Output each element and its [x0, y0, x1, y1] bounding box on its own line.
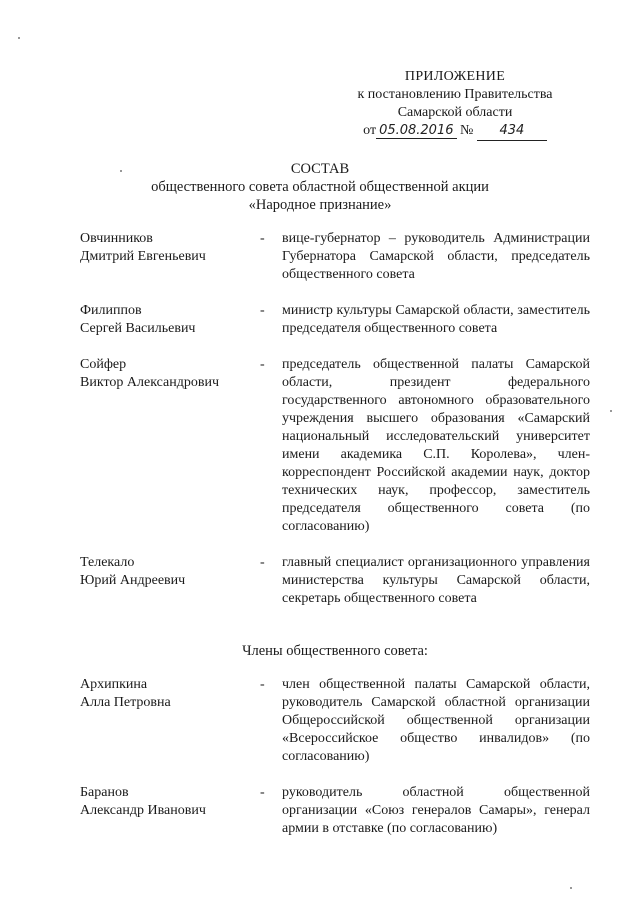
heading-title: СОСТАВ	[290, 161, 350, 177]
member-role: главный специалист организационного управления министерства культуры Самарской области, секретарь общественного совета	[282, 555, 590, 606]
member-dash: -	[260, 785, 265, 800]
member-name	[80, 784, 260, 838]
handwritten-date: 05.08.2016	[376, 123, 456, 139]
scan-speck	[570, 887, 572, 889]
member-role: вице-губернатор – руководитель Администрации Губернатора Самарской области, председатель общественного совета	[282, 231, 590, 282]
members-bottom	[80, 676, 590, 838]
member-name	[80, 356, 260, 536]
member-role: министр культуры Самарской области, заместитель председателя общественного совета	[282, 303, 590, 336]
member-row	[80, 676, 590, 766]
date-prefix: от	[363, 123, 377, 138]
member-name	[80, 230, 260, 284]
member-given-name: Юрий Андреевич	[80, 573, 186, 588]
handwritten-number: 434	[499, 123, 525, 138]
member-name	[80, 302, 260, 338]
member-surname: Сойфер	[80, 357, 127, 372]
member-surname: Филиппов	[80, 303, 142, 318]
members-top	[80, 230, 590, 608]
member-role: руководитель областной общественной организации «Союз генералов Самары», генерал армии в отставке (по согласованию)	[282, 785, 590, 836]
member-row	[80, 230, 590, 284]
member-row	[80, 784, 590, 838]
member-dash: -	[260, 357, 265, 372]
member-dash: -	[260, 555, 265, 570]
scan-speck	[610, 410, 612, 412]
document-heading	[100, 160, 540, 214]
number-field	[477, 122, 547, 141]
scan-speck	[18, 37, 20, 39]
appendix-date-line	[330, 122, 580, 141]
member-row	[80, 356, 590, 536]
member-given-name: Виктор Александрович	[80, 375, 220, 390]
appendix-title: ПРИЛОЖЕНИЕ	[404, 69, 506, 84]
appendix-line-2: Самарской области	[397, 105, 513, 120]
member-surname: Баранов	[80, 785, 129, 800]
member-surname: Архипкина	[80, 677, 148, 692]
member-name	[80, 676, 260, 766]
member-given-name: Александр Иванович	[80, 803, 206, 818]
member-surname: Телекало	[80, 555, 135, 570]
member-row	[80, 302, 590, 338]
member-role: председатель общественной палаты Самарской области, президент федерального государственного автономного образовательного учреждения высшего образования «Самарский национальный исследовательский университет имени академика С.П. Королева», член-корреспондент Российской академии наук, доктор технических наук, профессор, заместитель председателя общественного совета (по согласованию)	[282, 357, 590, 534]
heading-line-2: «Народное признание»	[248, 197, 392, 213]
member-dash: -	[260, 231, 265, 246]
member-role: член общественной палаты Самарской области, руководитель Самарской областной организации Общероссийской общественной организации «Всероссийское общество инвалидов» (по согласованию)	[282, 677, 590, 764]
member-surname: Овчинников	[80, 231, 153, 246]
heading-line-1: общественного совета областной общественной акции	[151, 179, 489, 195]
member-given-name: Дмитрий Евгеньевич	[80, 249, 206, 264]
member-row	[80, 554, 590, 608]
appendix-block	[330, 68, 580, 141]
member-dash: -	[260, 303, 265, 318]
section-title: Члены общественного совета:	[242, 643, 428, 659]
number-prefix: №	[460, 123, 474, 138]
member-dash: -	[260, 677, 265, 692]
member-given-name: Алла Петровна	[80, 695, 171, 710]
appendix-line-1: к постановлению Правительства	[357, 87, 553, 102]
member-name	[80, 554, 260, 608]
member-given-name: Сергей Васильевич	[80, 321, 196, 336]
